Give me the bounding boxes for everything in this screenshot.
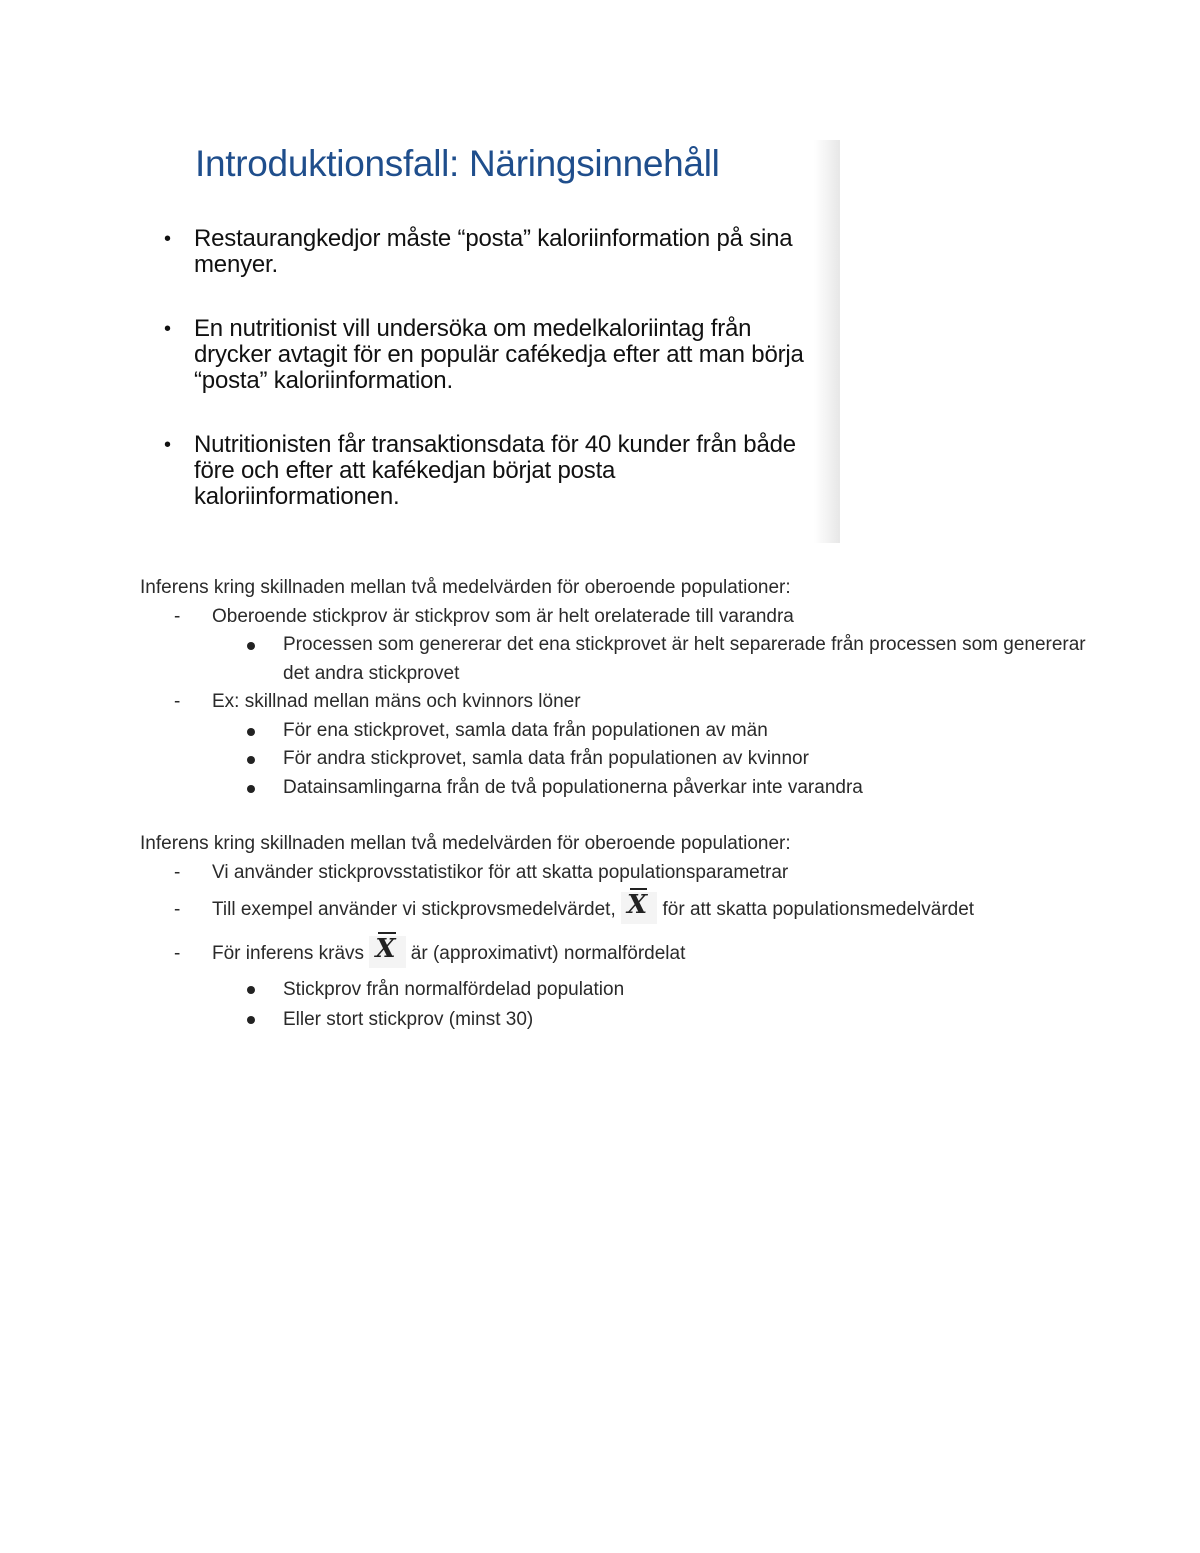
- dash-item: [140, 859, 1100, 888]
- dash-item-text: för att skatta populationsmedelvärdet: [662, 899, 975, 920]
- sub-list: [140, 631, 1100, 688]
- section-heading: Inferens kring skillnaden mellan två medelvärden för oberoende populationer:: [140, 577, 791, 598]
- dash-icon: -: [174, 605, 181, 627]
- x-bar-symbol: X: [369, 936, 405, 968]
- sub-item-text: För andra stickprovet, samla data från populationen av kvinnor: [283, 748, 809, 769]
- slide-bullet-1: [164, 226, 824, 278]
- dash-icon: -: [174, 861, 181, 883]
- dash-item-text: Vi använder stickprovsstatistikor för att skatta populationsparametrar: [212, 861, 789, 883]
- sub-item-text: Eller stort stickprov (minst 30): [283, 1009, 534, 1030]
- sub-item-text: Datainsamlingarna från de två populationerna påverkar inte varandra: [283, 776, 863, 798]
- dash-item: [140, 935, 1100, 973]
- dash-item-text: För inferens krävs: [212, 943, 365, 964]
- dash-item-text: Oberoende stickprov är stickprov som är helt orelaterade till varandra: [212, 605, 794, 627]
- bullet-dot-icon: [247, 1016, 255, 1024]
- notes-section-1: [140, 574, 1100, 802]
- sub-list: [140, 717, 1100, 803]
- dash-item: [140, 891, 1100, 929]
- slide-image: [140, 140, 840, 543]
- sub-item-text: Stickprov från normalfördelad population: [283, 979, 625, 1000]
- bullet-icon: •: [164, 318, 171, 340]
- slide-bullet-text: Nutritionisten får transaktionsdata för 40 kunder från både före och efter att kafékedjan börjat posta kaloriinformationen.: [194, 431, 796, 510]
- bullet-dot-icon: [247, 986, 255, 994]
- sub-item: [140, 631, 1100, 688]
- sub-item: [140, 717, 1100, 746]
- dash-icon: -: [174, 899, 181, 920]
- section-heading: Inferens kring skillnaden mellan två medelvärden för oberoende populationer:: [140, 833, 791, 854]
- dash-item: [140, 688, 1100, 717]
- sub-item: [140, 975, 1100, 1005]
- slide-bullet-text: Restaurangkedjor måste “posta” kaloriinformation på sina menyer.: [194, 225, 793, 278]
- sub-item-text: Processen som genererar det ena stickprovet är helt separerade från processen som genererar det andra stickprovet: [283, 634, 1086, 684]
- bullet-dot-icon: [247, 728, 255, 736]
- slide-title: Introduktionsfall: Näringsinnehåll: [195, 143, 720, 184]
- bullet-icon: •: [164, 434, 171, 456]
- dash-icon: -: [174, 691, 181, 712]
- dash-item: [140, 603, 1100, 632]
- bullet-dot-icon: [247, 785, 255, 793]
- slide-bullet-2: [164, 316, 824, 394]
- x-bar-symbol: X: [621, 892, 657, 924]
- slide-bullet-3: [164, 432, 824, 510]
- slide-bullet-list: [164, 226, 824, 510]
- sub-item: [140, 774, 1100, 803]
- bullet-icon: •: [164, 228, 171, 250]
- sub-item: [140, 745, 1100, 774]
- bullet-dot-icon: [247, 642, 255, 650]
- sub-item: [140, 1005, 1100, 1035]
- dash-item-text: är (approximativt) normalfördelat: [410, 943, 686, 964]
- dash-item-text: Ex: skillnad mellan mäns och kvinnors löner: [212, 691, 581, 712]
- notes-section-2: [140, 830, 1100, 1035]
- bullet-dot-icon: [247, 756, 255, 764]
- sub-item-text: För ena stickprovet, samla data från populationen av män: [283, 719, 768, 741]
- slide-edge-shadow: [814, 140, 840, 543]
- sub-list: [140, 975, 1100, 1035]
- slide-bullet-text: En nutritionist vill undersöka om medelkaloriintag från drycker avtagit för en populär cafékedja efter att man börja “posta” kaloriinformation.: [194, 315, 804, 394]
- dash-icon: -: [174, 943, 181, 964]
- dash-item-text: Till exempel använder vi stickprovsmedelvärdet,: [212, 899, 616, 920]
